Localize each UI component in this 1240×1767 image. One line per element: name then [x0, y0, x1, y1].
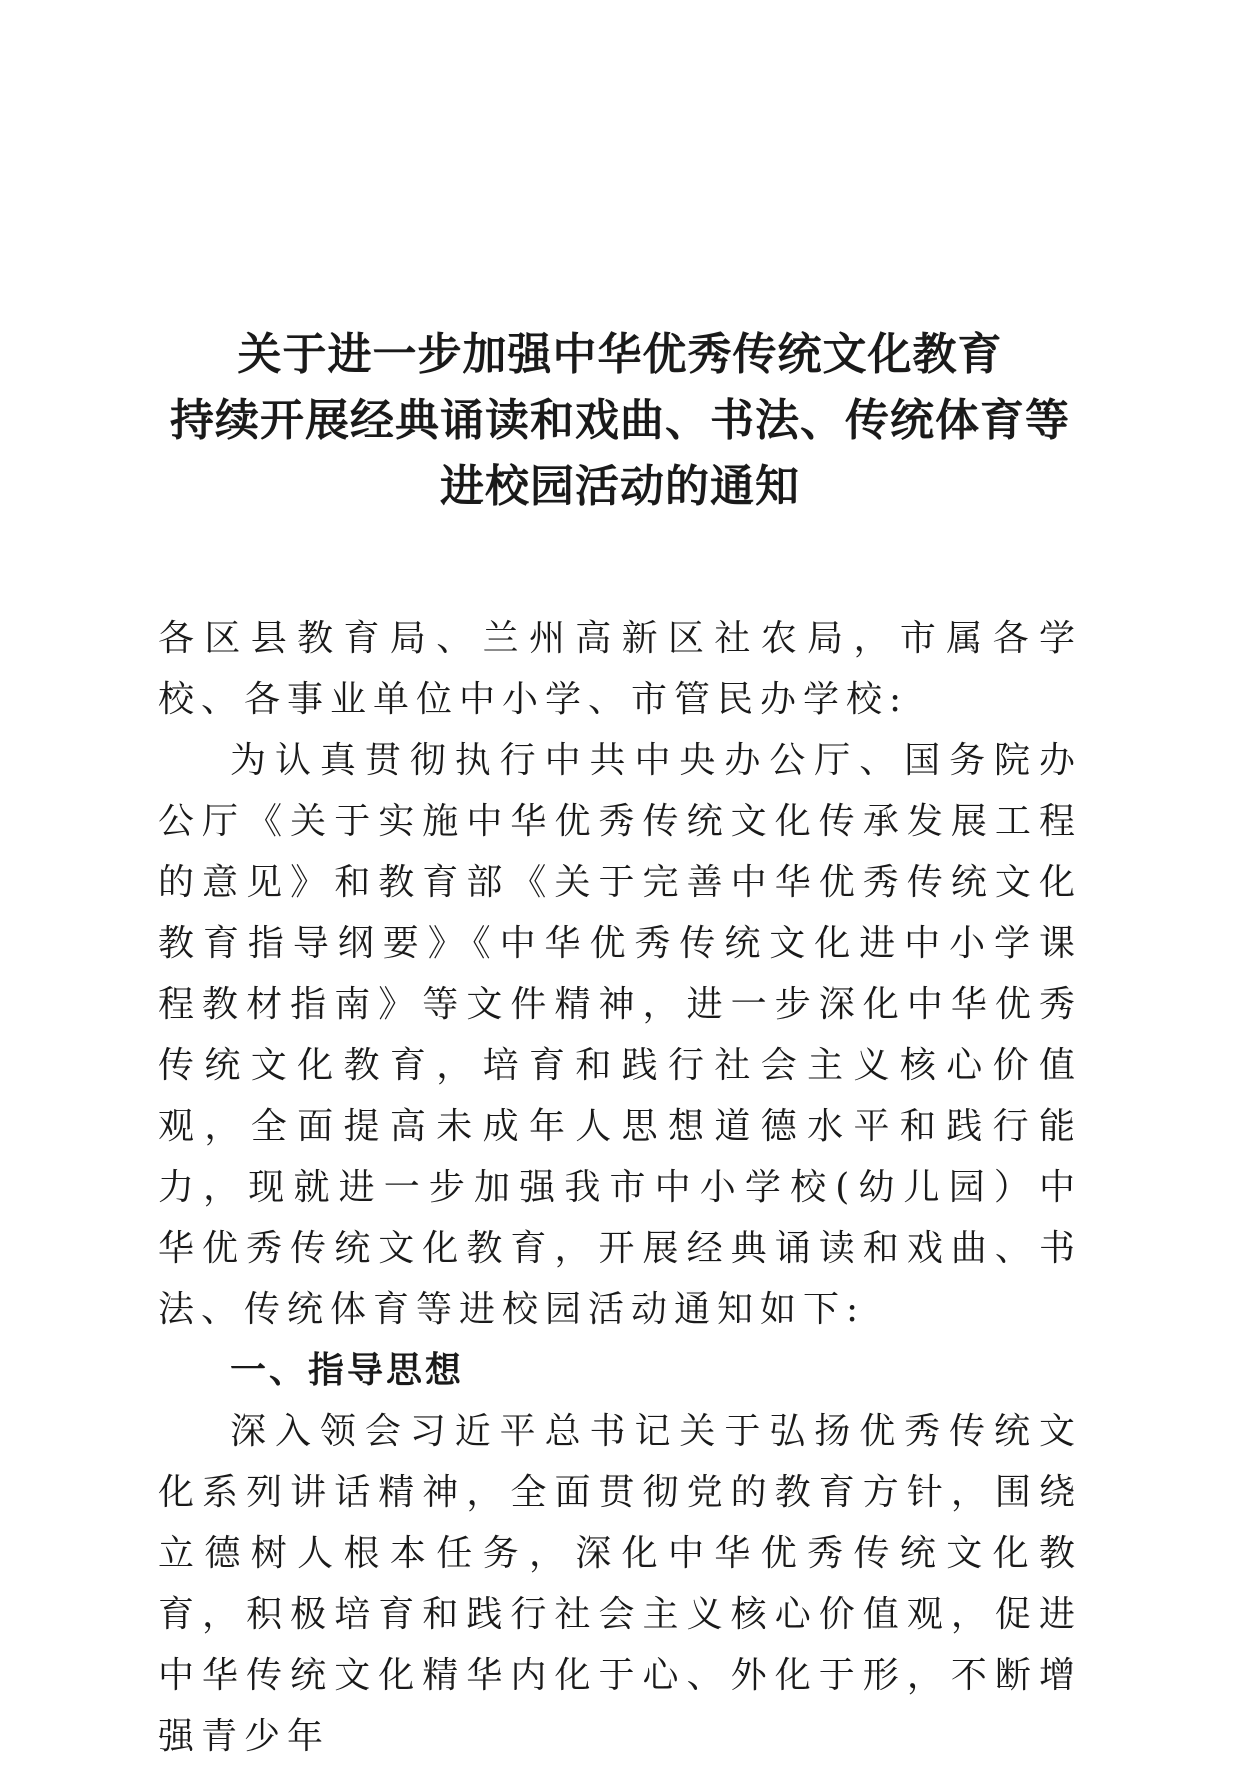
paragraph-guiding-ideology: 深入领会习近平总书记关于弘扬优秀传统文化系列讲话精神，全面贯彻党的教育方针，围绕立德树人根本任务，深化中华优秀传统文化教育，积极培育和践行社会主义核心价值观，促进中华传统文化精华内化于心、外化于形，不断增强青少年	[158, 1411, 1082, 1757]
document-title	[0, 322, 1240, 520]
salutation: 各区县教育局、兰州高新区社农局，市属各学校、各事业单位中小学、市管民办学校:	[158, 618, 1082, 720]
document-body	[158, 608, 1082, 1767]
title-line-3: 进校园活动的通知	[440, 461, 800, 512]
paragraph-intro: 为认真贯彻执行中共中央办公厅、国务院办公厅《关于实施中华优秀传统文化传承发展工程的意见》和教育部《关于完善中华优秀传统文化教育指导纲要》《中华优秀传统文化进中小学课程教材指南》等文件精神，进一步深化中华优秀传统文化教育，培育和践行社会主义核心价值观，全面提高未成年人思想道德水平和践行能力，现就进一步加强我市中小学校(幼儿园）中华优秀传统文化教育，开展经典诵读和戏曲、书法、传统体育等进校园活动通知如下:	[158, 740, 1082, 1330]
title-line-1: 关于进一步加强中华优秀传统文化教育	[237, 329, 1003, 380]
section-heading-guiding-ideology: 一、指导思想	[230, 1350, 465, 1391]
title-line-2: 持续开展经典诵读和戏曲、书法、传统体育等	[170, 395, 1070, 446]
